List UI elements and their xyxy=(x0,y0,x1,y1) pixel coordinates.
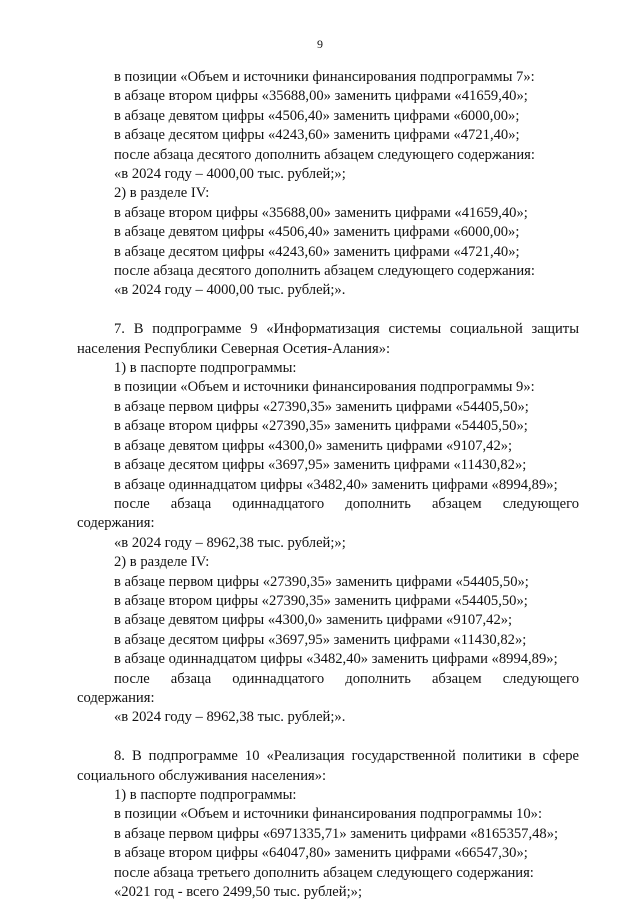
text-line: в абзаце втором цифры «27390,35» заменить цифрами «54405,50»; xyxy=(114,592,528,609)
text-line: в абзаце десятом цифры «3697,95» заменить цифрами «11430,82»; xyxy=(114,457,527,474)
paragraph-gap xyxy=(77,728,579,747)
text-line: в абзаце втором цифры «27390,35» заменить цифрами «54405,50»; xyxy=(114,418,528,435)
text-line: в позиции «Объем и источники финансирования подпрограммы 7»: xyxy=(114,69,535,85)
text-line: 2) в разделе IV: xyxy=(114,554,210,571)
text-line: содержания: xyxy=(77,515,155,532)
text-line: в абзаце первом цифры «27390,35» заменить цифрами «54405,50»; xyxy=(114,573,529,590)
text-line: в позиции «Объем и источники финансирования подпрограммы 9»: xyxy=(114,379,535,396)
text-line: «2021 год - всего 2499,50 тыс. рублей;»; xyxy=(114,884,363,901)
text-line: после абзаца десятого дополнить абзацем следующего содержания: xyxy=(114,146,535,163)
text-line: «в 2024 году – 8962,38 тыс. рублей;». xyxy=(114,709,346,726)
text-line: 8. В подпрограмме 10 «Реализация государственной политики в сфере xyxy=(114,748,579,765)
text-line: в абзаце десятом цифры «4243,60» заменить цифрами «4721,40»; xyxy=(114,243,520,260)
text-line: социального обслуживания населения»: xyxy=(77,767,327,784)
text-line: в позиции «Объем и источники финансирования подпрограммы 10»: xyxy=(114,806,543,823)
text-line: в абзаце десятом цифры «3697,95» заменить цифрами «11430,82»; xyxy=(114,631,527,648)
text-line: 1) в паспорте подпрограммы: xyxy=(114,787,297,803)
text-line: после абзаца третьего дополнить абзацем следующего содержания: xyxy=(114,864,534,881)
text-line: после абзаца одиннадцатого дополнить абзацем следующего xyxy=(114,670,579,687)
text-line: «в 2024 году – 8962,38 тыс. рублей;»; xyxy=(114,534,346,551)
text-line: 7. В подпрограмме 9 «Информатизация системы социальной защиты xyxy=(114,321,579,338)
text-line: в абзаце одиннадцатом цифры «3482,40» заменить цифрами «8994,89»; xyxy=(114,651,558,668)
text-line: после абзаца одиннадцатого дополнить абзацем следующего xyxy=(114,495,579,512)
text-line: после абзаца десятого дополнить абзацем следующего содержания: xyxy=(114,263,535,280)
text-line: в абзаце втором цифры «35688,00» заменить цифрами «41659,40»; xyxy=(114,204,528,221)
text-line: в абзаце втором цифры «64047,80» заменить цифрами «66547,30»; xyxy=(114,845,528,862)
text-line: в абзаце первом цифры «6971335,71» заменить цифрами «8165357,48»; xyxy=(114,825,559,842)
text-line: «в 2024 году – 4000,00 тыс. рублей;». xyxy=(114,282,346,299)
text-line: в абзаце девятом цифры «4506,40» заменить цифрами «6000,00»; xyxy=(114,224,520,241)
text-line: в абзаце втором цифры «35688,00» заменить цифрами «41659,40»; xyxy=(114,88,528,105)
text-line: в абзаце одиннадцатом цифры «3482,40» заменить цифрами «8994,89»; xyxy=(114,476,558,493)
text-line: 2) в разделе IV: xyxy=(114,185,210,202)
document-body xyxy=(77,68,579,902)
text-line: в абзаце первом цифры «27390,35» заменить цифрами «54405,50»; xyxy=(114,398,529,415)
text-line: «в 2024 году – 4000,00 тыс. рублей;»; xyxy=(114,166,346,183)
text-line: в абзаце десятом цифры «4243,60» заменить цифрами «4721,40»; xyxy=(114,127,520,144)
page-number: 9 xyxy=(317,37,323,51)
paragraph-gap xyxy=(77,301,579,320)
text-line: в абзаце девятом цифры «4300,0» заменить цифрами «9107,42»; xyxy=(114,612,513,629)
text-line: 1) в паспорте подпрограммы: xyxy=(114,360,297,377)
text-line: населения Республики Северная Осетия-Алания»: xyxy=(77,340,391,357)
text-line: содержания: xyxy=(77,689,155,706)
text-line: в абзаце девятом цифры «4506,40» заменить цифрами «6000,00»; xyxy=(114,107,520,124)
text-line: в абзаце девятом цифры «4300,0» заменить цифрами «9107,42»; xyxy=(114,437,513,454)
